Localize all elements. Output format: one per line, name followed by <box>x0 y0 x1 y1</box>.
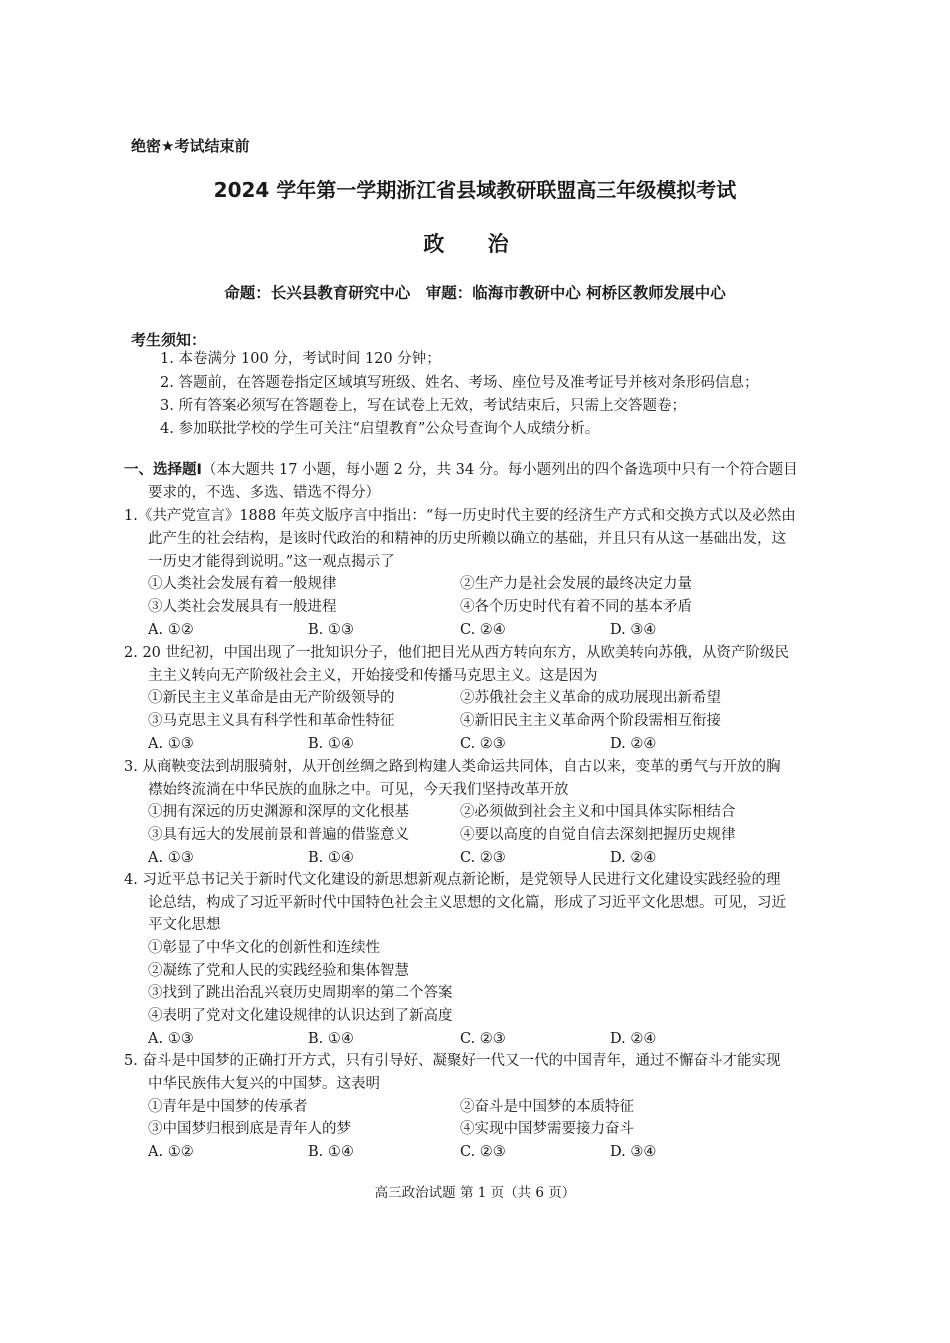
answer-choice: A. ①③ <box>148 1031 194 1047</box>
question-stem: 襟始终流淌在中华民族的血脉之中。可见，今天我们坚持改革开放 <box>148 782 569 798</box>
answer-choice: C. ②④ <box>460 622 506 638</box>
question-option: ①新民主主义革命是由无产阶级领导的 <box>148 690 395 706</box>
answer-choice: A. ①③ <box>148 850 194 866</box>
question-stem: 3. 从商鞅变法到胡服骑射，从开创丝绸之路到构建人类命运共同体，自古以来，变革的勇气与开放的胸 <box>124 759 781 775</box>
section-instructions-cont: 要求的，不选、多选、错选不得分） <box>148 485 380 501</box>
question-option: ④要以高度的自觉自信去深刻把握历史规律 <box>460 827 736 843</box>
answer-choice: D. ②④ <box>610 1031 657 1047</box>
question-option: ②生产力是社会发展的最终决定力量 <box>460 576 692 592</box>
question-stem: 平文化思想 <box>148 917 221 933</box>
question-option: ③中国梦归根到底是青年人的梦 <box>148 1121 351 1137</box>
answer-choice: D. ③④ <box>610 1144 657 1160</box>
question-stem: 1.《共产党宣言》1888 年英文版序言中指出：“每一历史时代主要的经济生产方式和交换方式以及必然由 <box>124 508 796 524</box>
question-option: ③马克思主义具有科学性和革命性特征 <box>148 713 395 729</box>
section-heading <box>124 459 798 481</box>
question-option: ③找到了跳出治乱兴衰历史周期率的第二个答案 <box>148 985 453 1001</box>
section-label: 一、选择题Ⅰ <box>124 462 202 478</box>
answer-choice: A. ①③ <box>148 736 194 752</box>
secret-mark: 绝密★考试结束前 <box>131 137 250 155</box>
notice-item: 1. 本卷满分 100 分，考试时间 120 分钟； <box>160 351 441 367</box>
question-option: ④各个历史时代有着不同的基本矛盾 <box>460 599 692 615</box>
exam-title: 2024 学年第一学期浙江省县域教研联盟高三年级模拟考试 <box>213 178 737 202</box>
question-stem: 4. 习近平总书记关于新时代文化建设的新思想新观点新论断，是党领导人民进行文化建设实践经验的理 <box>124 872 781 888</box>
answer-choice: B. ①④ <box>308 1031 354 1047</box>
question-stem: 中华民族伟大复兴的中国梦。这表明 <box>148 1076 380 1092</box>
subject-title: 政 治 <box>423 232 527 256</box>
answer-choice: C. ②③ <box>460 1144 506 1160</box>
question-option: ①青年是中国梦的传承者 <box>148 1099 308 1115</box>
question-stem: 一历史才能得到说明。”这一观点揭示了 <box>148 554 395 570</box>
answer-choice: B. ①④ <box>308 1144 354 1160</box>
answer-choice: A. ①② <box>148 622 194 638</box>
answer-choice: C. ②③ <box>460 736 506 752</box>
question-option: ④新旧民主主义革命两个阶段需相互衔接 <box>460 713 721 729</box>
question-stem: 论总结，构成了习近平新时代中国特色社会主义思想的文化篇，形成了习近平文化思想。可见，习近 <box>148 895 786 911</box>
answer-choice: A. ①② <box>148 1144 194 1160</box>
notice-title: 考生须知： <box>131 331 207 349</box>
answer-choice: B. ①④ <box>308 736 354 752</box>
answer-choice: D. ②④ <box>610 850 657 866</box>
answer-choice: D. ②④ <box>610 736 657 752</box>
notice-item: 4. 参加联批学校的学生可关注“启望教育”公众号查询个人成绩分析。 <box>160 421 600 437</box>
answer-choice: B. ①③ <box>308 622 354 638</box>
page-footer: 高三政治试题 第 1 页（共 6 页） <box>374 1185 576 1201</box>
notice-item: 3. 所有答案必须写在答题卷上，写在试卷上无效，考试结束后，只需上交答题卷； <box>160 398 686 414</box>
authors-line: 命题：长兴县教育研究中心 审题：临海市教研中心 柯桥区教师发展中心 <box>224 284 726 302</box>
question-stem: 此产生的社会结构，是该时代政治的和精神的历史所赖以确立的基础，并且只有从这一基础出发，这 <box>148 531 786 547</box>
question-option: ④实现中国梦需要接力奋斗 <box>460 1121 634 1137</box>
question-stem: 主主义转向无产阶级社会主义，开始接受和传播马克思主义。这是因为 <box>148 668 598 684</box>
question-option: ②苏俄社会主义革命的成功展现出新希望 <box>460 690 721 706</box>
question-option: ①人类社会发展有着一般规律 <box>148 576 337 592</box>
question-option: ②凝练了党和人民的实践经验和集体智慧 <box>148 963 409 979</box>
question-option: ③人类社会发展具有一般进程 <box>148 599 337 615</box>
answer-choice: B. ①④ <box>308 850 354 866</box>
question-stem: 5. 奋斗是中国梦的正确打开方式，只有引导好、凝聚好一代又一代的中国青年，通过不懈奋斗才能实现 <box>124 1053 781 1069</box>
answer-choice: C. ②③ <box>460 1031 506 1047</box>
notice-item: 2. 答题前，在答题卷指定区域填写班级、姓名、考场、座位号及准考证号并核对条形码信息； <box>160 375 759 391</box>
question-option: ④表明了党对文化建设规律的认识达到了新高度 <box>148 1008 453 1024</box>
question-stem: 2. 20 世纪初，中国出现了一批知识分子，他们把目光从西方转向东方，从欧美转向苏俄，从资产阶级民 <box>124 645 789 661</box>
section-instructions: （本大题共 17 小题，每小题 2 分，共 34 分。每小题列出的四个备选项中只有一个符合题目 <box>201 462 798 478</box>
question-option: ①彰显了中华文化的创新性和连续性 <box>148 940 380 956</box>
question-option: ②奋斗是中国梦的本质特征 <box>460 1099 634 1115</box>
answer-choice: C. ②③ <box>460 850 506 866</box>
question-option: ③具有远大的发展前景和普遍的借鉴意义 <box>148 827 409 843</box>
question-option: ①拥有深远的历史渊源和深厚的文化根基 <box>148 804 409 820</box>
answer-choice: D. ③④ <box>610 622 657 638</box>
question-option: ②必须做到社会主义和中国具体实际相结合 <box>460 804 736 820</box>
